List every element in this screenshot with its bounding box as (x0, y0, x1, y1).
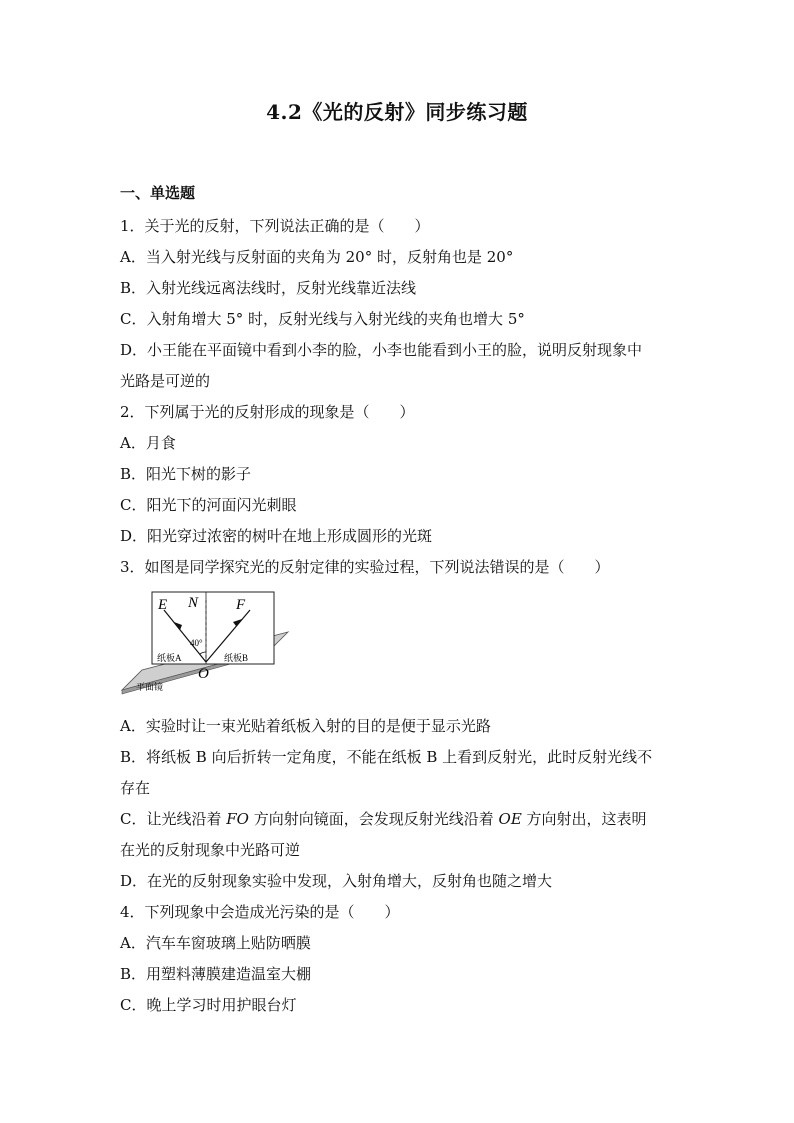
label-n: N (188, 595, 199, 611)
q3-option-a: A．实验时让一束光贴着纸板入射的目的是便于显示光路 (120, 717, 491, 735)
q1-option-b: B．入射光线远离法线时，反射光线靠近法线 (120, 279, 417, 297)
q4-option-c: C．晚上学习时用护眼台灯 (120, 996, 297, 1014)
q4-option-b: B．用塑料薄膜建造温室大棚 (120, 965, 312, 983)
q3-option-c-line1 (120, 809, 647, 829)
reflection-experiment-figure (120, 590, 290, 702)
q3-c-ray-oe: OE (498, 810, 522, 828)
q4-option-a: A．汽车车窗玻璃上贴防晒膜 (120, 934, 311, 952)
q2-option-c: C．阳光下的河面闪光刺眼 (120, 496, 297, 514)
q3-c-text-2: 方向射向镜面，会发现反射光线沿着 (248, 810, 499, 828)
mirror-label: 平面镜 (136, 682, 164, 692)
page-title: 4.2《光的反射》同步练习题 (266, 100, 528, 124)
label-e: E (158, 597, 168, 613)
q3-c-text-3: 方向射出，这表明 (521, 810, 647, 828)
q1-option-d-line1: D．小王能在平面镜中看到小李的脸，小李也能看到小王的脸，说明反射现象中 (120, 341, 643, 359)
q2-option-a: A．月食 (120, 434, 176, 452)
q1-stem: 1．关于光的反射，下列说法正确的是（ ） (120, 217, 430, 235)
q4-stem: 4．下列现象中会造成光污染的是（ ） (120, 903, 400, 921)
q1-option-a: A．当入射光线与反射面的夹角为 20° 时，反射角也是 20° (120, 248, 514, 266)
q3-option-b-line2: 存在 (120, 779, 151, 797)
section-heading: 一、单选题 (120, 184, 196, 202)
q2-option-d: D．阳光穿过浓密的树叶在地上形成圆形的光斑 (120, 527, 433, 545)
q1-option-c: C．入射角增大 5° 时，反射光线与入射光线的夹角也增大 5° (120, 310, 525, 328)
q3-stem: 3．如图是同学探究光的反射定律的实验过程，下列说法错误的是（ ） (120, 558, 610, 576)
label-f: F (236, 597, 246, 613)
q2-stem: 2．下列属于光的反射形成的现象是（ ） (120, 403, 415, 421)
q3-option-d: D．在光的反射现象实验中发现，入射角增大，反射角也随之增大 (120, 872, 553, 890)
q3-c-ray-fo: FO (226, 810, 249, 828)
q3-option-c-line2: 在光的反射现象中光路可逆 (120, 841, 301, 859)
angle-label: 40° (190, 638, 203, 648)
q3-option-b-line1: B．将纸板 B 向后折转一定角度，不能在纸板 B 上看到反射光，此时反射光线不 (120, 748, 653, 766)
q1-option-d-line2: 光路是可逆的 (120, 372, 211, 390)
label-o: O (198, 666, 209, 682)
q2-option-b: B．阳光下树的影子 (120, 465, 252, 483)
q3-c-text-1: C．让光线沿着 (120, 810, 227, 828)
board-a-label: 纸板A (157, 653, 182, 663)
board-b-label: 纸板B (224, 653, 249, 663)
